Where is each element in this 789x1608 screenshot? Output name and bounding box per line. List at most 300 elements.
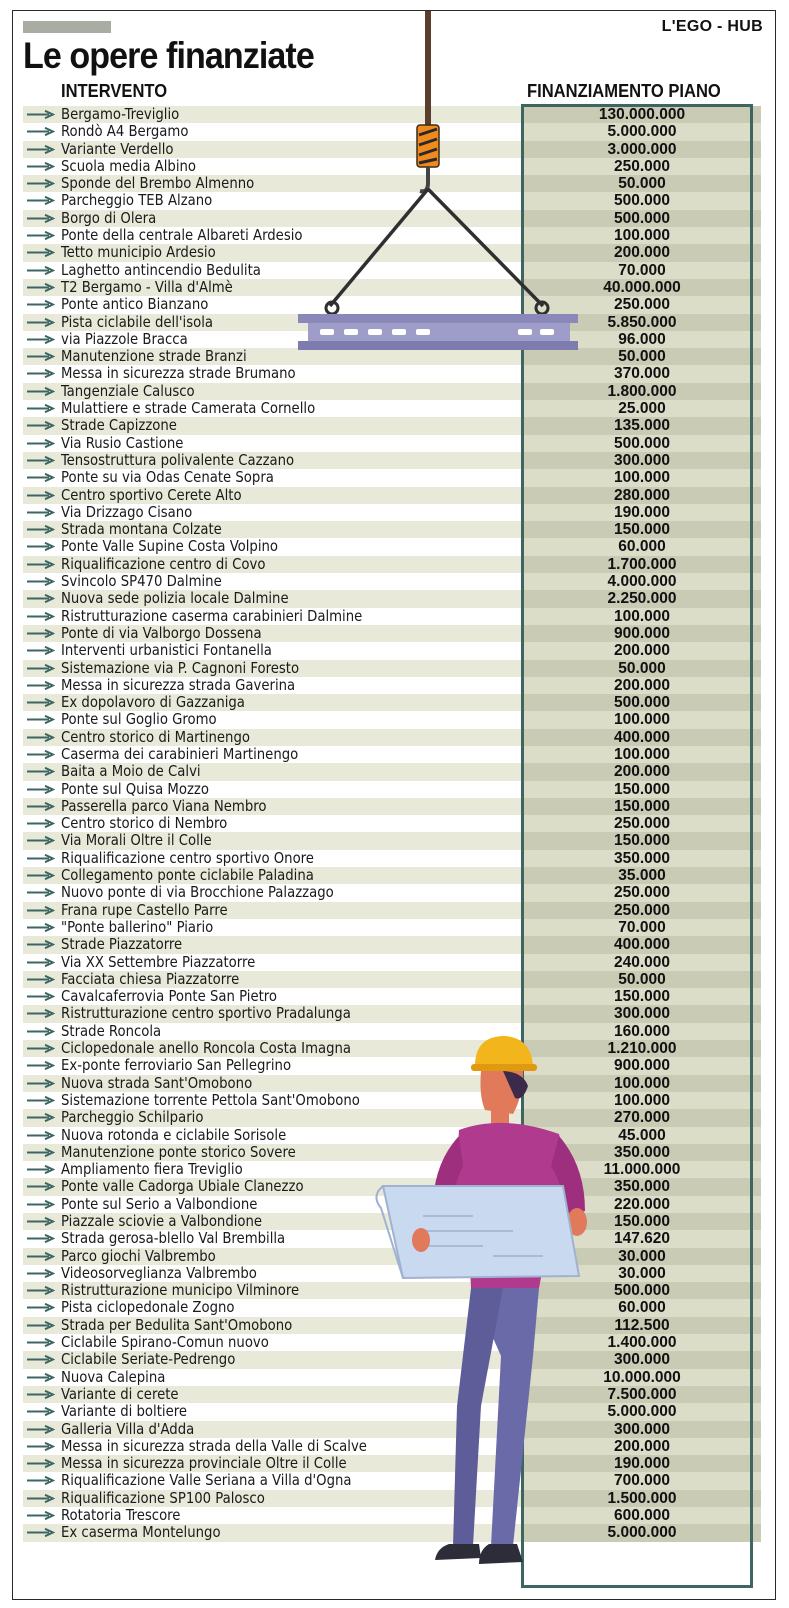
table-row xyxy=(23,452,761,469)
project-amount: 500.000 xyxy=(613,192,671,210)
amount-cell xyxy=(523,175,761,192)
arrow-right-icon xyxy=(27,750,55,759)
arrow-right-icon xyxy=(27,715,55,724)
project-name: Ponte della centrale Albareti Ardesio xyxy=(61,226,303,245)
amount-cell xyxy=(523,1005,761,1022)
project-amount: 4.000.000 xyxy=(607,573,677,591)
amount-cell xyxy=(523,538,761,555)
table-row xyxy=(23,1040,761,1057)
arrow-right-icon xyxy=(27,318,55,327)
arrow-right-icon xyxy=(27,1286,55,1295)
project-amount: 250.000 xyxy=(613,815,671,833)
table-row xyxy=(23,1507,761,1524)
project-amount: 700.000 xyxy=(613,1472,671,1490)
amount-cell xyxy=(523,798,761,815)
table-row xyxy=(23,227,761,244)
project-amount: 40.000.000 xyxy=(603,278,681,296)
project-amount: 600.000 xyxy=(613,1507,671,1525)
project-amount: 150.000 xyxy=(613,521,671,539)
project-amount: 400.000 xyxy=(613,936,671,954)
project-amount: 200.000 xyxy=(613,1437,671,1455)
amount-cell xyxy=(523,1161,761,1178)
table-row xyxy=(23,573,761,590)
arrow-right-icon xyxy=(27,1148,55,1157)
amount-cell xyxy=(523,365,761,382)
project-name: Riqualificazione SP100 Palosco xyxy=(61,1488,265,1507)
project-name: Variante Verdello xyxy=(61,139,174,158)
arrow-right-icon xyxy=(27,1079,55,1088)
project-name: Via Rusio Castione xyxy=(61,433,184,452)
arrow-right-icon xyxy=(27,854,55,863)
amount-cell xyxy=(523,590,761,607)
table-row xyxy=(23,1127,761,1144)
project-name: Ampliamento fiera Treviglio xyxy=(61,1160,243,1179)
amount-cell xyxy=(523,1403,761,1420)
table-row xyxy=(23,936,761,953)
project-name: Nuova sede polizia locale Dalmine xyxy=(61,589,289,608)
project-name: Tangenziale Calusco xyxy=(61,381,195,400)
table-row xyxy=(23,400,761,417)
arrow-right-icon xyxy=(27,612,55,621)
project-amount: 100.000 xyxy=(613,607,671,625)
arrow-right-icon xyxy=(27,940,55,949)
project-amount: 400.000 xyxy=(613,728,671,746)
arrow-right-icon xyxy=(27,1511,55,1520)
arrow-right-icon xyxy=(27,439,55,448)
project-name: Interventi urbanistici Fontanella xyxy=(61,641,272,660)
table-row xyxy=(23,504,761,521)
arrow-right-icon xyxy=(27,352,55,361)
amount-cell xyxy=(523,141,761,158)
project-name: Parco giochi Valbrembo xyxy=(61,1246,216,1265)
project-name: Tensostruttura polivalente Cazzano xyxy=(61,450,295,469)
arrow-right-icon xyxy=(27,179,55,188)
table-row xyxy=(23,850,761,867)
project-amount: 350.000 xyxy=(613,1143,671,1161)
project-name: Ristrutturazione centro sportivo Pradalunga xyxy=(61,1004,351,1023)
project-name: Frana rupe Castello Parre xyxy=(61,900,228,919)
amount-cell xyxy=(523,452,761,469)
arrow-right-icon xyxy=(27,1009,55,1018)
project-name: Sponde del Brembo Almenno xyxy=(61,174,255,193)
project-name: Ciclabile Seriate-Pedrengo xyxy=(61,1350,236,1369)
amount-cell xyxy=(523,158,761,175)
project-name: Bergamo-Treviglio xyxy=(61,105,180,123)
project-amount: 150.000 xyxy=(613,780,671,798)
project-name: Riqualificazione centro sportivo Onore xyxy=(61,848,314,867)
project-name: Manutenzione ponte storico Sovere xyxy=(61,1142,296,1161)
table-row xyxy=(23,210,761,227)
arrow-right-icon xyxy=(27,1269,55,1278)
table-row xyxy=(23,884,761,901)
amount-cell xyxy=(523,521,761,538)
table-row xyxy=(23,1161,761,1178)
project-amount: 200.000 xyxy=(613,763,671,781)
project-amount: 100.000 xyxy=(613,711,671,729)
table-row xyxy=(23,556,761,573)
amount-cell xyxy=(523,850,761,867)
project-name: Variante di cerete xyxy=(61,1384,179,1403)
project-amount: 250.000 xyxy=(613,157,671,175)
project-name: Baita a Moio de Calvi xyxy=(61,762,201,781)
project-amount: 100.000 xyxy=(613,1091,671,1109)
arrow-right-icon xyxy=(27,1338,55,1347)
amount-cell xyxy=(523,573,761,590)
arrow-right-icon xyxy=(27,525,55,534)
arrow-right-icon xyxy=(27,1131,55,1140)
table-row xyxy=(23,1023,761,1040)
project-name: Strada per Bedulita Sant'Omobono xyxy=(61,1315,293,1334)
amount-cell xyxy=(523,1472,761,1489)
arrow-right-icon xyxy=(27,906,55,915)
table-row xyxy=(23,919,761,936)
project-amount: 370.000 xyxy=(613,365,671,383)
project-name: Centro storico di Nembro xyxy=(61,814,228,833)
project-amount: 1.800.000 xyxy=(607,382,677,400)
project-amount: 200.000 xyxy=(613,676,671,694)
amount-cell xyxy=(523,1421,761,1438)
amount-cell xyxy=(523,244,761,261)
amount-cell xyxy=(523,296,761,313)
amount-cell xyxy=(523,1455,761,1472)
table-row xyxy=(23,279,761,296)
arrow-right-icon xyxy=(27,992,55,1001)
arrow-right-icon xyxy=(27,387,55,396)
arrow-right-icon xyxy=(27,404,55,413)
project-amount: 135.000 xyxy=(613,417,671,435)
amount-cell xyxy=(523,123,761,140)
project-amount: 1.400.000 xyxy=(607,1334,677,1352)
project-amount: 1.500.000 xyxy=(607,1489,677,1507)
amount-cell xyxy=(523,1282,761,1299)
amount-cell xyxy=(523,971,761,988)
project-name: Tetto municipio Ardesio xyxy=(61,243,216,262)
project-name: Messa in sicurezza provinciale Oltre il Colle xyxy=(61,1454,347,1473)
project-name: Piazzale sciovie a Valbondione xyxy=(61,1212,263,1230)
amount-cell xyxy=(523,1524,761,1541)
project-amount: 50.000 xyxy=(618,175,666,193)
arrow-right-icon xyxy=(27,421,55,430)
table-row xyxy=(23,746,761,763)
table-row xyxy=(23,1490,761,1507)
project-name: Collegamento ponte ciclabile Paladina xyxy=(61,866,314,885)
table-row xyxy=(23,694,761,711)
project-name: Ristrutturazione municipo Vilminore xyxy=(61,1281,300,1300)
project-name: Centro storico di Martinengo xyxy=(61,727,250,746)
arrow-right-icon xyxy=(27,1200,55,1209)
table-row xyxy=(23,625,761,642)
project-name: Caserma dei carabinieri Martinengo xyxy=(61,744,299,763)
arrow-right-icon xyxy=(27,248,55,257)
arrow-right-icon xyxy=(27,491,55,500)
amount-cell xyxy=(523,487,761,504)
amount-cell xyxy=(523,469,761,486)
table-row xyxy=(23,106,761,123)
amount-cell xyxy=(523,1196,761,1213)
table-row xyxy=(23,262,761,279)
amount-cell xyxy=(523,348,761,365)
project-amount: 10.000.000 xyxy=(603,1368,681,1386)
arrow-right-icon xyxy=(27,508,55,517)
arrow-right-icon xyxy=(27,1390,55,1399)
project-name: Rotatoria Trescore xyxy=(61,1506,181,1525)
project-amount: 5.000.000 xyxy=(607,1403,677,1421)
arrow-right-icon xyxy=(27,1355,55,1364)
project-name: Ex caserma Montelungo xyxy=(61,1523,221,1542)
table-row xyxy=(23,1144,761,1161)
project-name: Riqualificazione centro di Covo xyxy=(61,554,266,573)
project-name: Videosorveglianza Valbrembo xyxy=(61,1263,257,1282)
project-amount: 300.000 xyxy=(613,451,671,469)
project-name: Ex-ponte ferroviario San Pellegrino xyxy=(61,1056,292,1075)
arrow-right-icon xyxy=(27,1061,55,1070)
amount-cell xyxy=(523,279,761,296)
project-name: Nuova strada Sant'Omobono xyxy=(61,1073,253,1092)
amount-cell xyxy=(523,919,761,936)
table-row xyxy=(23,1438,761,1455)
project-name: Strade Piazzatorre xyxy=(61,935,183,954)
project-name: Ponte sul Quisa Mozzo xyxy=(61,779,209,798)
arrow-right-icon xyxy=(27,1096,55,1105)
arrow-right-icon xyxy=(27,145,55,154)
project-amount: 190.000 xyxy=(613,503,671,521)
table-row xyxy=(23,365,761,382)
amount-cell xyxy=(523,1265,761,1282)
arrow-right-icon xyxy=(27,1425,55,1434)
amount-cell xyxy=(523,1248,761,1265)
amount-cell xyxy=(523,262,761,279)
project-name: Laghetto antincendio Bedulita xyxy=(61,260,261,279)
arrow-right-icon xyxy=(27,1252,55,1261)
column-header-finanziamento: FINANZIAMENTO PIANO xyxy=(527,81,721,101)
arrow-right-icon xyxy=(27,1234,55,1243)
table-row xyxy=(23,781,761,798)
table-row xyxy=(23,954,761,971)
table-row xyxy=(23,1075,761,1092)
table-row xyxy=(23,1213,761,1230)
table-row xyxy=(23,763,761,780)
arrow-right-icon xyxy=(27,1442,55,1451)
arrow-right-icon xyxy=(27,1217,55,1226)
amount-cell xyxy=(523,988,761,1005)
arrow-right-icon xyxy=(27,698,55,707)
project-name: Nuovo ponte di via Brocchione Palazzago xyxy=(61,883,334,902)
table-row xyxy=(23,832,761,849)
column-header-intervento: INTERVENTO xyxy=(61,81,168,101)
amount-cell xyxy=(523,435,761,452)
project-name: T2 Bergamo - Villa d'Almè xyxy=(61,277,233,296)
arrow-right-icon xyxy=(27,629,55,638)
arrow-right-icon xyxy=(27,456,55,465)
arrow-right-icon xyxy=(27,646,55,655)
amount-cell xyxy=(523,417,761,434)
project-amount: 3.000.000 xyxy=(607,140,677,158)
amount-cell xyxy=(523,884,761,901)
arrow-right-icon xyxy=(27,1459,55,1468)
table-row xyxy=(23,123,761,140)
arrow-right-icon xyxy=(27,888,55,897)
amount-cell xyxy=(523,763,761,780)
project-amount: 45.000 xyxy=(618,1126,666,1144)
project-amount: 70.000 xyxy=(618,261,666,279)
project-amount: 150.000 xyxy=(613,832,671,850)
project-amount: 5.000.000 xyxy=(607,1524,677,1542)
amount-cell xyxy=(523,608,761,625)
project-name: Scuola media Albino xyxy=(61,156,197,175)
amount-cell xyxy=(523,746,761,763)
arrow-right-icon xyxy=(27,1494,55,1503)
table-row xyxy=(23,642,761,659)
arrow-right-icon xyxy=(27,1182,55,1191)
arrow-right-icon xyxy=(27,975,55,984)
arrow-right-icon xyxy=(27,1476,55,1485)
table-row xyxy=(23,1421,761,1438)
amount-cell xyxy=(523,1109,761,1126)
arrow-right-icon xyxy=(27,958,55,967)
table-row xyxy=(23,1334,761,1351)
amount-cell xyxy=(523,1334,761,1351)
project-name: Ponte sul Serio a Valbondione xyxy=(61,1194,258,1213)
table-row xyxy=(23,158,761,175)
project-name: Ciclopedonale anello Roncola Costa Imagna xyxy=(61,1039,352,1058)
project-amount: 147.620 xyxy=(613,1230,671,1248)
arrow-right-icon xyxy=(27,266,55,275)
brand-label: L'EGO - HUB xyxy=(661,18,763,35)
amount-cell xyxy=(523,642,761,659)
amount-cell xyxy=(523,1317,761,1334)
amount-cell xyxy=(523,1438,761,1455)
project-amount: 100.000 xyxy=(613,1074,671,1092)
amount-cell xyxy=(523,936,761,953)
project-amount: 300.000 xyxy=(613,1351,671,1369)
amount-cell xyxy=(523,227,761,244)
arrow-right-icon xyxy=(27,577,55,586)
table-row xyxy=(23,1472,761,1489)
project-amount: 100.000 xyxy=(613,469,671,487)
project-name: Via Drizzago Cisano xyxy=(61,502,193,521)
amount-cell xyxy=(523,556,761,573)
project-name: Sistemazione torrente Pettola Sant'Omobono xyxy=(61,1090,360,1109)
project-name: Ponte di via Valborgo Dossena xyxy=(61,623,262,642)
project-amount: 500.000 xyxy=(613,1282,671,1300)
table-row xyxy=(23,469,761,486)
project-name: Ex dopolavoro di Gazzaniga xyxy=(61,693,245,712)
amount-cell xyxy=(523,1369,761,1386)
project-name: Strada montana Colzate xyxy=(61,520,222,539)
project-name: Riqualificazione Valle Seriana a Villa d'Ogna xyxy=(61,1471,352,1490)
amount-cell xyxy=(523,1230,761,1247)
amount-cell xyxy=(523,1490,761,1507)
amount-cell xyxy=(523,1213,761,1230)
table-row xyxy=(23,1178,761,1195)
arrow-right-icon xyxy=(27,923,55,932)
table-row xyxy=(23,538,761,555)
table-row xyxy=(23,521,761,538)
arrow-right-icon xyxy=(27,871,55,880)
project-amount: 220.000 xyxy=(613,1195,671,1213)
project-name: Ponte antico Bianzano xyxy=(61,295,209,314)
project-name: Passerella parco Viana Nembro xyxy=(61,796,267,815)
project-name: Via XX Settembre Piazzatorre xyxy=(61,952,256,971)
project-name: Sistemazione via P. Cagnoni Foresto xyxy=(61,658,300,677)
amount-cell xyxy=(523,1386,761,1403)
project-name: Parcheggio Schilpario xyxy=(61,1108,204,1127)
project-name: Nuova rotonda e ciclabile Sorisole xyxy=(61,1125,287,1144)
project-amount: 30.000 xyxy=(618,1247,666,1265)
project-name: Manutenzione strade Branzi xyxy=(61,347,247,366)
project-amount: 50.000 xyxy=(618,659,666,677)
arrow-right-icon xyxy=(27,1113,55,1122)
project-name: Nuova Calepina xyxy=(61,1367,166,1386)
arrow-right-icon xyxy=(27,819,55,828)
amount-cell xyxy=(523,711,761,728)
arrow-right-icon xyxy=(27,110,55,119)
project-amount: 1.210.000 xyxy=(607,1040,677,1058)
project-amount: 240.000 xyxy=(613,953,671,971)
table-row xyxy=(23,175,761,192)
project-amount: 100.000 xyxy=(613,227,671,245)
table-row xyxy=(23,590,761,607)
amount-cell xyxy=(523,867,761,884)
project-name: Strade Roncola xyxy=(61,1021,162,1040)
arrow-right-icon xyxy=(27,1407,55,1416)
project-amount: 150.000 xyxy=(613,988,671,1006)
project-name: via Piazzole Bracca xyxy=(61,329,188,348)
project-amount: 300.000 xyxy=(613,1420,671,1438)
table-row xyxy=(23,1248,761,1265)
amount-cell xyxy=(523,331,761,348)
project-amount: 250.000 xyxy=(613,884,671,902)
project-amount: 200.000 xyxy=(613,244,671,262)
table-row xyxy=(23,435,761,452)
project-name: Rondò A4 Bergamo xyxy=(61,122,189,141)
table-row xyxy=(23,988,761,1005)
project-amount: 7.500.000 xyxy=(607,1385,677,1403)
arrow-right-icon xyxy=(27,802,55,811)
project-amount: 100.000 xyxy=(613,745,671,763)
amount-cell xyxy=(523,1299,761,1316)
table-row xyxy=(23,1299,761,1316)
table-row xyxy=(23,1092,761,1109)
table-row xyxy=(23,296,761,313)
project-amount: 900.000 xyxy=(613,624,671,642)
header-accent-bar xyxy=(23,21,111,33)
arrow-right-icon xyxy=(27,196,55,205)
table-row xyxy=(23,1265,761,1282)
arrow-right-icon xyxy=(27,231,55,240)
project-amount: 112.500 xyxy=(614,1316,670,1334)
arrow-right-icon xyxy=(27,664,55,673)
table-row xyxy=(23,902,761,919)
amount-cell xyxy=(523,954,761,971)
arrow-right-icon xyxy=(27,560,55,569)
project-name: Messa in sicurezza strade Brumano xyxy=(61,364,296,383)
project-name: Via Morali Oltre il Colle xyxy=(61,831,212,850)
amount-cell xyxy=(523,1057,761,1074)
project-amount: 300.000 xyxy=(613,1005,671,1023)
arrow-right-icon xyxy=(27,681,55,690)
amount-cell xyxy=(523,729,761,746)
project-amount: 270.000 xyxy=(613,1109,671,1127)
amount-cell xyxy=(523,677,761,694)
project-amount: 2.250.000 xyxy=(607,590,677,608)
project-name: Facciata chiesa Piazzatorre xyxy=(61,969,240,988)
arrow-right-icon xyxy=(27,1044,55,1053)
table-row xyxy=(23,244,761,261)
table-row xyxy=(23,383,761,400)
project-amount: 160.000 xyxy=(613,1022,671,1040)
arrow-right-icon xyxy=(27,733,55,742)
